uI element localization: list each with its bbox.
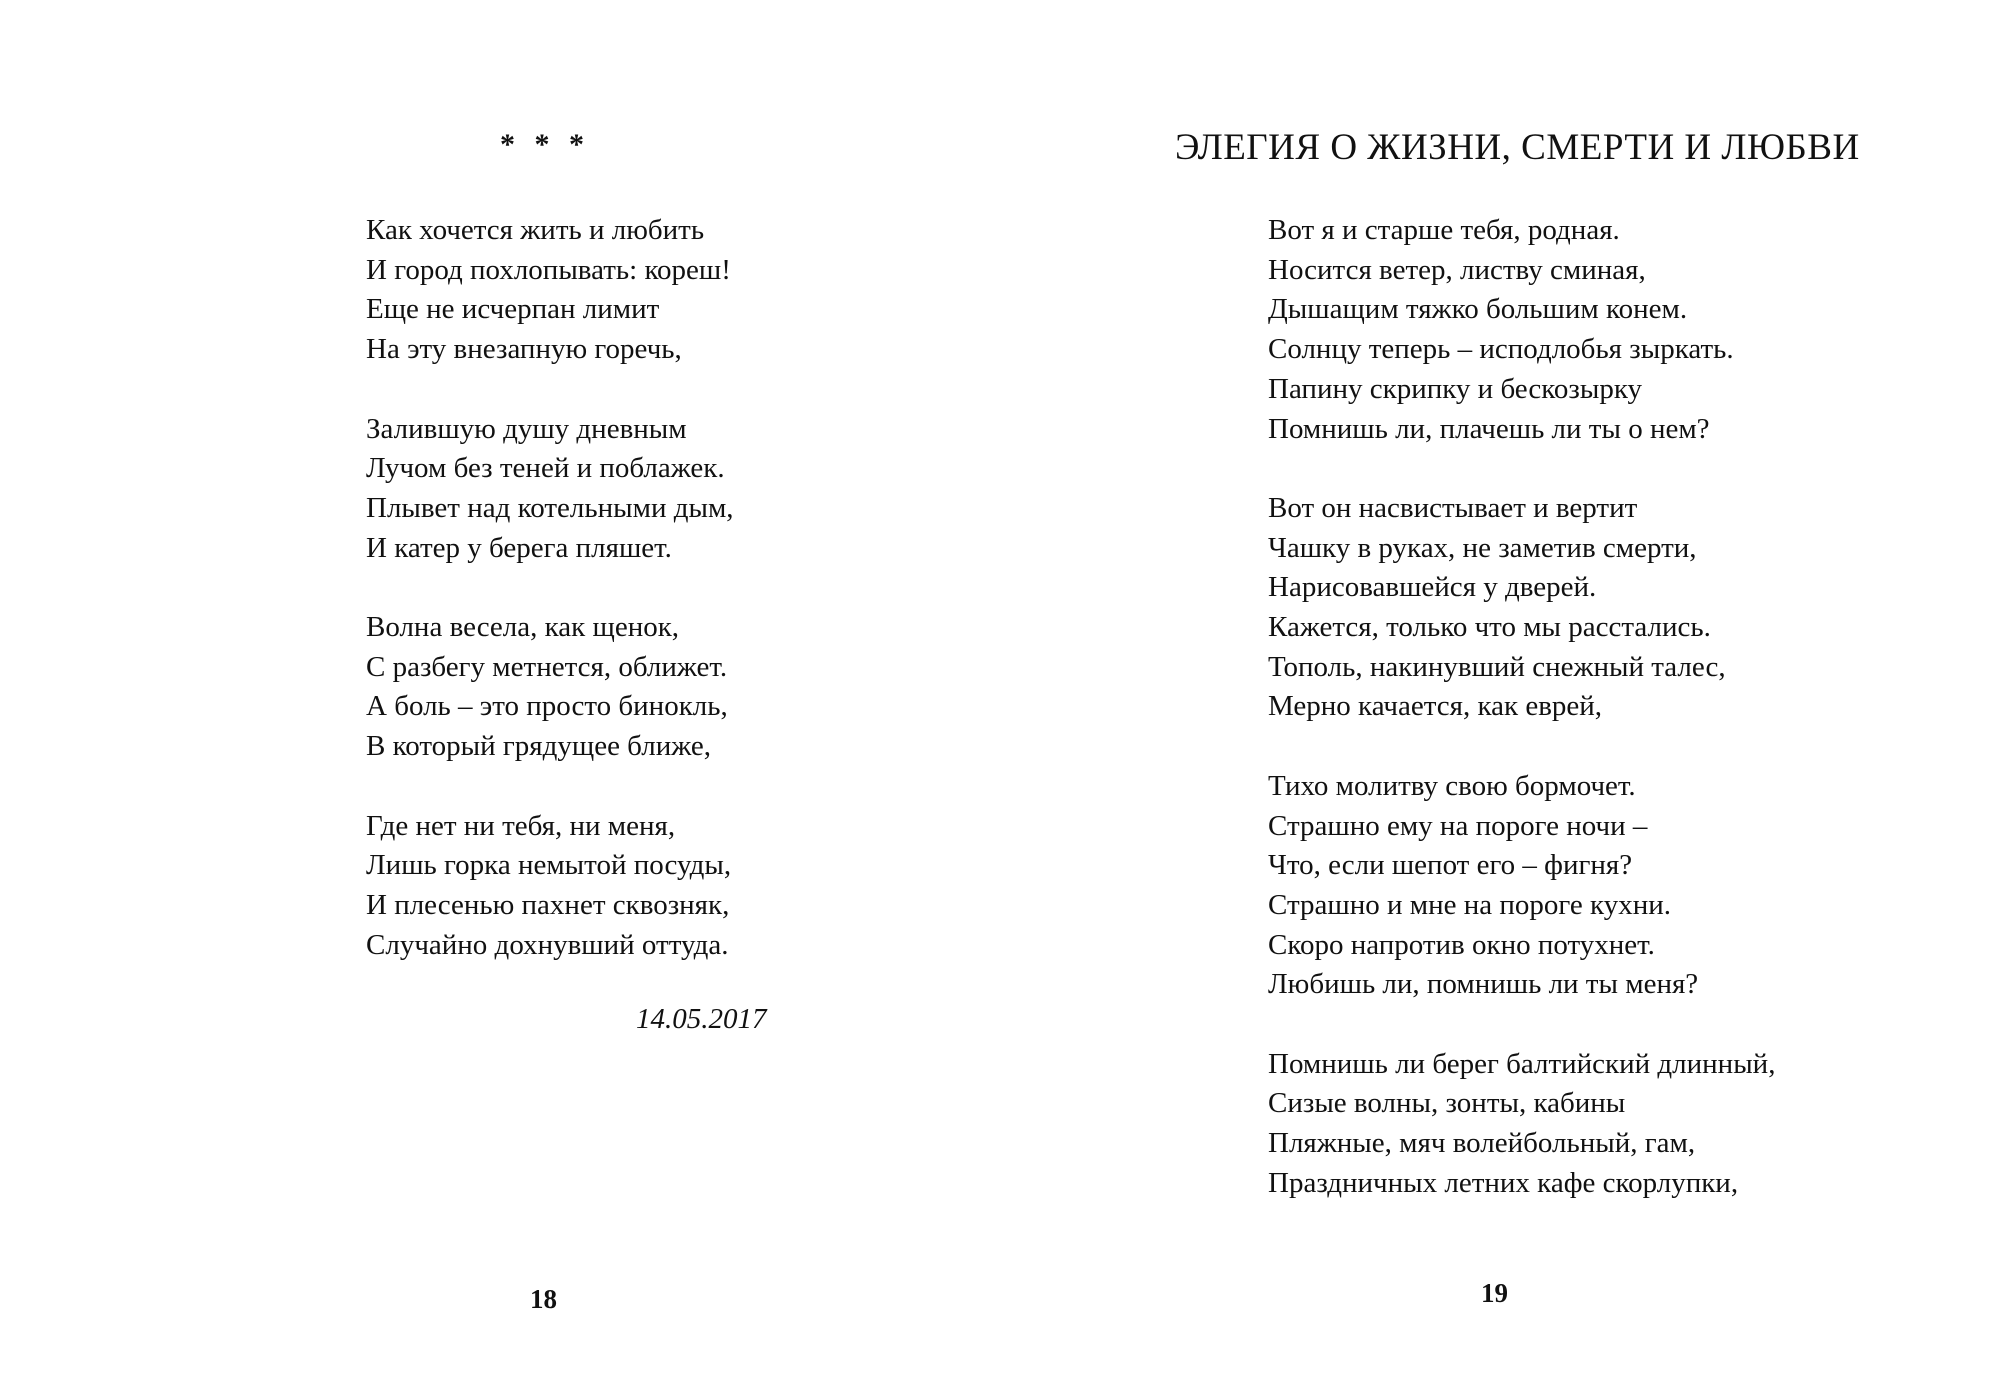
poem-line: Лучом без теней и поблажек. — [366, 452, 725, 485]
poem-line: Нарисовавшейся у дверей. — [1268, 571, 1597, 604]
poem-line: Мерно качается, как еврей, — [1268, 690, 1603, 723]
poem-line: И город похлопывать: кореш! — [366, 253, 731, 286]
right-page — [1000, 0, 2000, 1389]
stanza — [1268, 211, 1775, 449]
stanza — [366, 807, 734, 966]
poem-line: Дышащим тяжко большим конем. — [1268, 293, 1688, 326]
poem-line: Лишь горка немытой посуды, — [366, 849, 732, 882]
page-number: 19 — [1481, 1278, 1508, 1308]
poem-line: Страшно ему на пороге ночи – — [1268, 809, 1648, 842]
poem-line: Чашку в руках, не заметив смерти, — [1268, 531, 1697, 564]
poem-line: Помнишь ли берег балтийский длинный, — [1268, 1047, 1776, 1080]
poem-line: Тихо молитву свою бормочет. — [1268, 769, 1636, 802]
stanza — [366, 410, 734, 569]
left-poem — [366, 211, 734, 1005]
poem-line: Где нет ни тебя, ни меня, — [366, 809, 676, 842]
poem-heading-asterisks: * * * — [500, 128, 590, 161]
poem-line: И плесенью пахнет сквозняк, — [366, 888, 730, 921]
poem-line: Тополь, накинувший снежный талес, — [1268, 650, 1726, 683]
stanza — [366, 608, 734, 767]
poem-line: Кажется, только что мы расстались. — [1268, 611, 1711, 644]
poem-line: Любишь ли, помнишь ли ты меня? — [1268, 968, 1699, 1001]
poem-line: Залившую душу дневным — [366, 412, 687, 445]
poem-line: Вот он насвистывает и вертит — [1268, 491, 1638, 524]
stanza — [366, 211, 734, 370]
poem-line: Еще не исчерпан лимит — [366, 293, 660, 326]
page-number: 18 — [530, 1284, 557, 1314]
poem-line: А боль – это просто бинокль, — [366, 690, 728, 723]
poem-line: Пляжные, мяч волейбольный, гам, — [1268, 1127, 1696, 1160]
poem-line: Сизые волны, зонты, кабины — [1268, 1087, 1626, 1120]
poem-line: На эту внезапную горечь, — [366, 333, 682, 366]
poem-line: И катер у берега пляшет. — [366, 531, 672, 564]
stanza — [1268, 767, 1775, 1005]
poem-line: Носится ветер, листву сминая, — [1268, 253, 1646, 286]
poem-line: В который грядущее ближе, — [366, 730, 711, 763]
poem-line: Как хочется жить и любить — [366, 214, 705, 246]
poem-line: Помнишь ли, плачешь ли ты о нем? — [1268, 412, 1710, 445]
poem-line: Папину скрипку и бескозырку — [1268, 372, 1643, 405]
poem-line: Плывет над котельными дым, — [366, 491, 734, 524]
right-poem — [1268, 211, 1775, 1243]
poem-title: ЭЛЕГИЯ О ЖИЗНИ, СМЕРТИ И ЛЮБВИ — [1175, 127, 1860, 168]
poem-line: Случайно дохнувший оттуда. — [366, 928, 729, 961]
poem-line: С разбегу метнется, оближет. — [366, 650, 728, 683]
poem-line: Волна весела, как щенок, — [366, 611, 680, 643]
poem-line: Вот я и старше тебя, родная. — [1268, 214, 1620, 246]
poem-line: Скоро напротив окно потухнет. — [1268, 928, 1655, 961]
poem-line: Страшно и мне на пороге кухни. — [1268, 888, 1671, 921]
poem-line: Праздничных летних кафе скорлупки, — [1268, 1166, 1739, 1199]
stanza — [1268, 489, 1775, 727]
poem-line: Что, если шепот его – фигня? — [1268, 849, 1633, 882]
poem-line: Солнцу теперь – исподлобья зыркать. — [1268, 333, 1734, 366]
poem-date: 14.05.2017 — [636, 1003, 767, 1035]
stanza — [1268, 1045, 1775, 1204]
